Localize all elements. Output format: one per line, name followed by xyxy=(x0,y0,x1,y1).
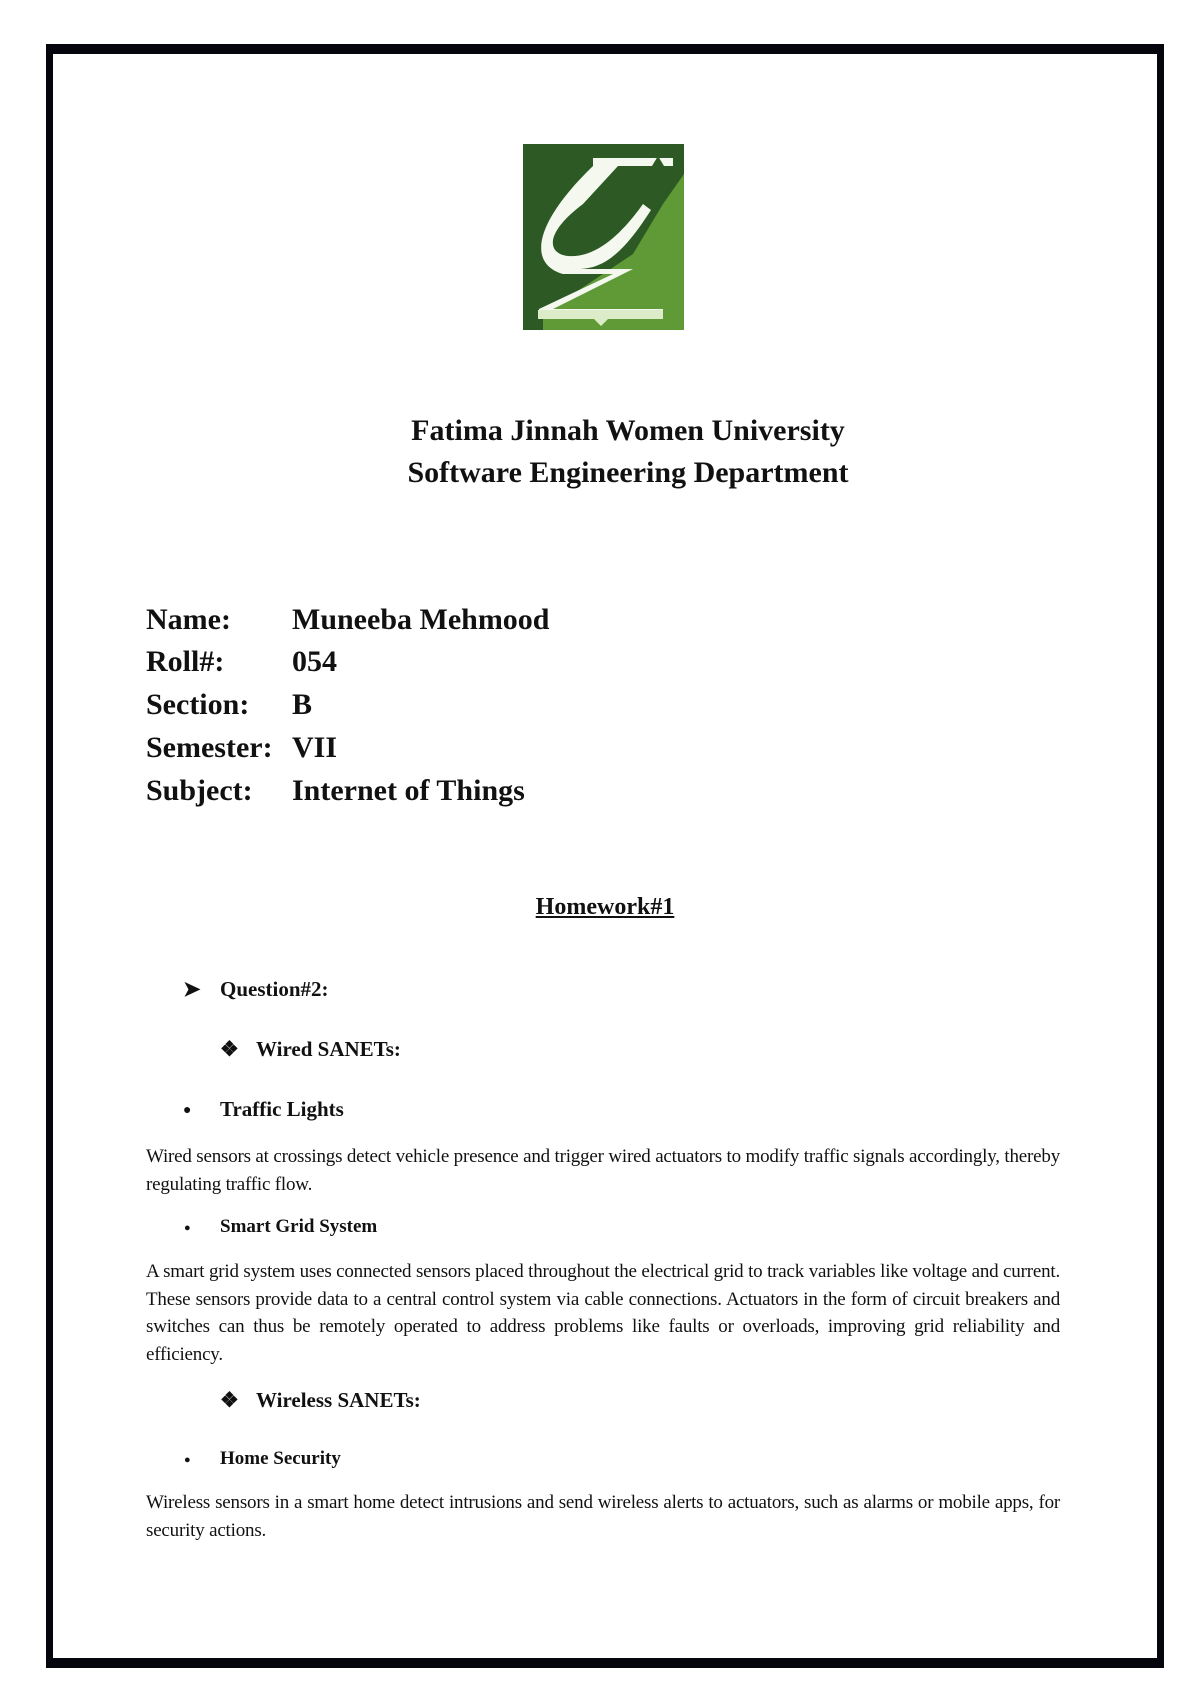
question-label: Question#2: xyxy=(220,977,329,1001)
homework-title: Homework#1 xyxy=(535,894,675,920)
smart-grid-heading: Smart Grid System xyxy=(220,1216,378,1237)
dot-bullet-icon: ● xyxy=(184,1454,191,1466)
department-name: Software Engineering Department xyxy=(407,456,849,489)
diamond-bullet-icon: ❖ xyxy=(220,1037,239,1061)
semester-value: VII xyxy=(292,731,338,764)
university-name: Fatima Jinnah Women University xyxy=(411,414,845,447)
home-security-heading: Home Security xyxy=(220,1448,341,1469)
dot-bullet-icon: ● xyxy=(183,1103,192,1118)
traffic-lights-paragraph: Wired sensors at crossings detect vehicle presence and trigger wired actuators to modify traffic signals accordingly, thereby regulating traffic flow. xyxy=(146,1146,1060,1195)
subject-label: Subject: xyxy=(146,774,253,807)
smart-grid-paragraph: A smart grid system uses connected sensors placed throughout the electrical grid to track variables like voltage and current. These sensors provide data to a central control system via cable connections. Actuators in the form of circuit breakers and switches can thus be remotely operated to address problems like faults or overloads, improving grid reliability and efficiency. xyxy=(146,1261,1060,1365)
roll-value: 054 xyxy=(292,645,337,678)
wired-sanets-heading: Wired SANETs: xyxy=(256,1037,401,1061)
name-label: Name: xyxy=(146,603,231,636)
subject-value: Internet of Things xyxy=(292,774,525,807)
diamond-bullet-icon: ❖ xyxy=(220,1388,239,1412)
roll-label: Roll#: xyxy=(146,645,225,678)
name-value: Muneeba Mehmood xyxy=(292,603,550,636)
home-security-paragraph: Wireless sensors in a smart home detect intrusions and send wireless alerts to actuators, such as alarms or mobile apps, for security actions. xyxy=(146,1492,1060,1541)
wireless-sanets-heading: Wireless SANETs: xyxy=(256,1388,421,1412)
section-label: Section: xyxy=(146,688,250,721)
arrow-bullet-icon: ➤ xyxy=(183,977,201,1001)
university-logo xyxy=(523,144,684,330)
section-value: B xyxy=(292,688,313,721)
semester-label: Semester: xyxy=(146,731,273,764)
traffic-lights-heading: Traffic Lights xyxy=(220,1097,344,1121)
dot-bullet-icon: ● xyxy=(184,1222,191,1234)
